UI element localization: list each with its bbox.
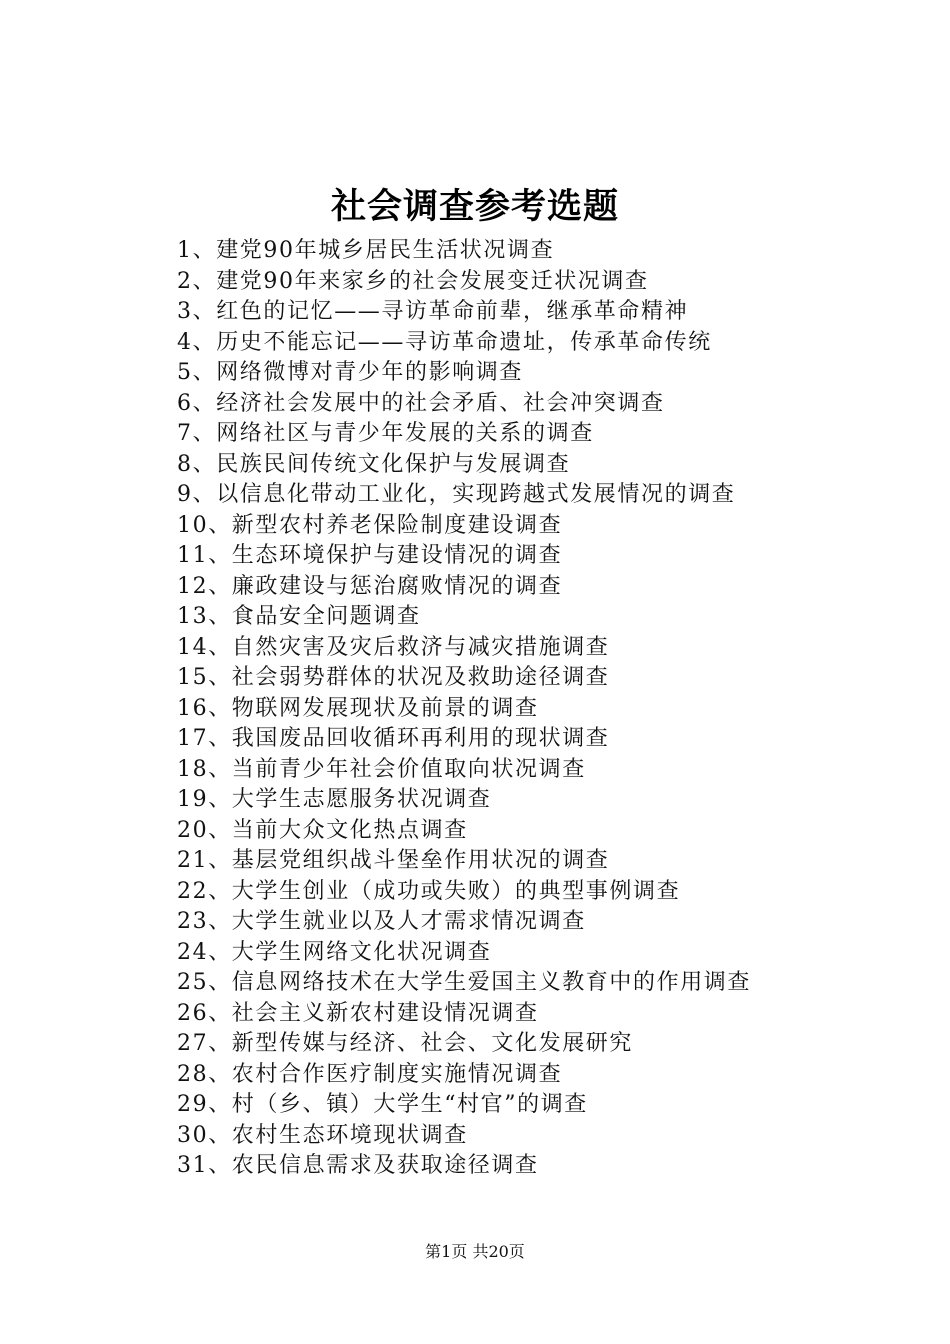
topic-item: 30、农村生态环境现状调查 <box>177 1122 468 1148</box>
topic-item: 11、生态环境保护与建设情况的调查 <box>177 543 563 568</box>
topic-item: 31、农民信息需求及获取途径调查 <box>177 1153 539 1178</box>
topic-item: 20、当前大众文化热点调查 <box>177 817 468 843</box>
topic-item: 29、村（乡、镇）大学生“村官”的调查 <box>177 1092 588 1117</box>
topic-item: 18、当前青少年社会价值取向状况调查 <box>177 756 586 782</box>
topic-item: 17、我国废品回收循环再利用的现状调查 <box>177 726 610 751</box>
page-footer: 第1页 共20页 <box>425 1242 525 1261</box>
topic-item: 19、大学生志愿服务状况调查 <box>177 787 492 812</box>
topic-item: 25、信息网络技术在大学生爱国主义教育中的作用调查 <box>177 970 751 995</box>
topic-item: 3、红色的记忆——寻访革命前辈，继承革命精神 <box>177 299 689 324</box>
topic-item: 28、农村合作医疗制度实施情况调查 <box>177 1061 563 1087</box>
topic-item: 8、民族民间传统文化保护与发展调查 <box>177 451 571 477</box>
topic-item: 16、物联网发展现状及前景的调查 <box>177 695 539 721</box>
topic-item: 24、大学生网络文化状况调查 <box>177 939 492 965</box>
topic-item: 27、新型传媒与经济、社会、文化发展研究 <box>177 1031 633 1056</box>
topic-item: 26、社会主义新农村建设情况调查 <box>177 1000 539 1026</box>
topic-item: 12、廉政建设与惩治腐败情况的调查 <box>177 573 563 599</box>
topic-item: 23、大学生就业以及人才需求情况调查 <box>177 909 586 934</box>
topic-item: 10、新型农村养老保险制度建设调查 <box>177 512 563 538</box>
topic-item: 21、基层党组织战斗堡垒作用状况的调查 <box>177 848 610 873</box>
topic-item: 14、自然灾害及灾后救济与减灾措施调查 <box>177 634 610 660</box>
topic-item: 4、历史不能忘记——寻访革命遗址，传承革命传统 <box>177 329 712 355</box>
topic-item: 5、网络微博对青少年的影响调查 <box>177 360 523 385</box>
page-title: 社会调查参考选题 <box>330 186 619 227</box>
topic-item: 9、以信息化带动工业化，实现跨越式发展情况的调查 <box>177 482 736 507</box>
topic-item: 2、建党90年来家乡的社会发展变迁状况调查 <box>177 268 649 294</box>
topic-item: 15、社会弱势群体的状况及救助途径调查 <box>177 665 610 690</box>
topic-item: 1、建党90年城乡居民生活状况调查 <box>177 238 555 263</box>
topic-item: 7、网络社区与青少年发展的关系的调查 <box>177 421 594 446</box>
topic-list <box>177 236 917 1182</box>
topic-item: 22、大学生创业（成功或失败）的典型事例调查 <box>177 878 681 904</box>
topic-item: 13、食品安全问题调查 <box>177 604 421 629</box>
topic-item: 6、经济社会发展中的社会矛盾、社会冲突调查 <box>177 390 665 416</box>
